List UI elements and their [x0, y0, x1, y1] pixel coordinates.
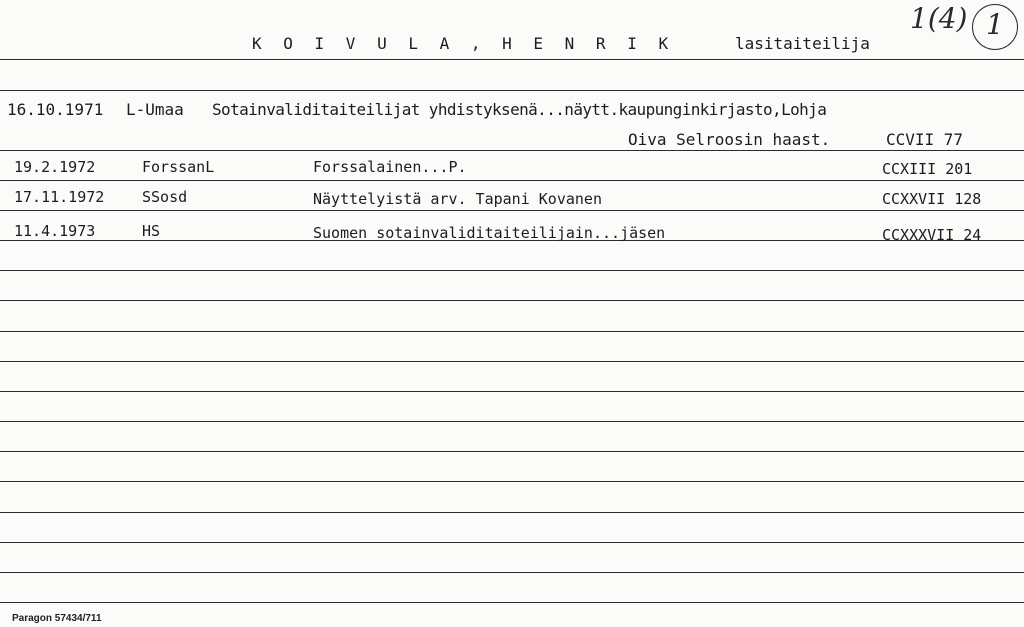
entry-text: Suomen sotainvaliditaiteilijain...jäsen	[313, 224, 666, 242]
ruled-line	[0, 180, 1024, 181]
ruled-line	[0, 602, 1024, 603]
entry-ref: CCXXXVII 24	[882, 226, 982, 244]
entry-date: 19.2.1972	[14, 158, 96, 176]
ruled-line	[0, 572, 1024, 573]
entry-ref: CCXXVII 128	[882, 190, 982, 208]
entry-date: 11.4.1973	[14, 222, 96, 240]
entry-date: 16.10.1971	[7, 100, 104, 119]
entry-ref: CCXIII 201	[882, 160, 973, 178]
entry-text: Forssalainen...P.	[313, 158, 467, 176]
entry-text: Sotainvaliditaiteilijat yhdistyksenä...näytt.kaupunginkirjasto,Lohja	[212, 100, 827, 119]
entry-source: L-Umaa	[126, 100, 184, 119]
entry-text: Näyttelyistä arv. Tapani Kovanen	[313, 190, 602, 208]
ruled-line	[0, 361, 1024, 362]
ruled-line	[0, 512, 1024, 513]
handwritten-sheet-ref: 1(4)	[910, 2, 968, 35]
entry-source: HS	[142, 222, 161, 240]
ruled-line	[0, 542, 1024, 543]
ruled-line	[0, 150, 1024, 151]
ruled-line	[0, 481, 1024, 482]
handwritten-card-number: 1	[986, 8, 1004, 41]
entry-date: 17.11.1972	[14, 188, 105, 206]
ruled-line	[0, 210, 1024, 211]
profession: lasitaiteilija	[735, 34, 870, 53]
person-name: K O I V U L A , H E N R I K	[252, 34, 675, 53]
entry-ref: CCVII 77	[886, 130, 964, 149]
entry-source: ForssanL	[142, 158, 215, 176]
ruled-line	[0, 391, 1024, 392]
ruled-line	[0, 300, 1024, 301]
printer-mark: Paragon 57434/711	[12, 613, 102, 624]
ruled-line	[0, 451, 1024, 452]
ruled-line	[0, 270, 1024, 271]
ruled-line	[0, 90, 1024, 91]
header-rule	[0, 59, 1024, 60]
entry-source: SSosd	[142, 188, 188, 206]
ruled-line	[0, 421, 1024, 422]
ruled-line	[0, 331, 1024, 332]
entry-subtext: Oiva Selroosin haast.	[628, 130, 831, 149]
